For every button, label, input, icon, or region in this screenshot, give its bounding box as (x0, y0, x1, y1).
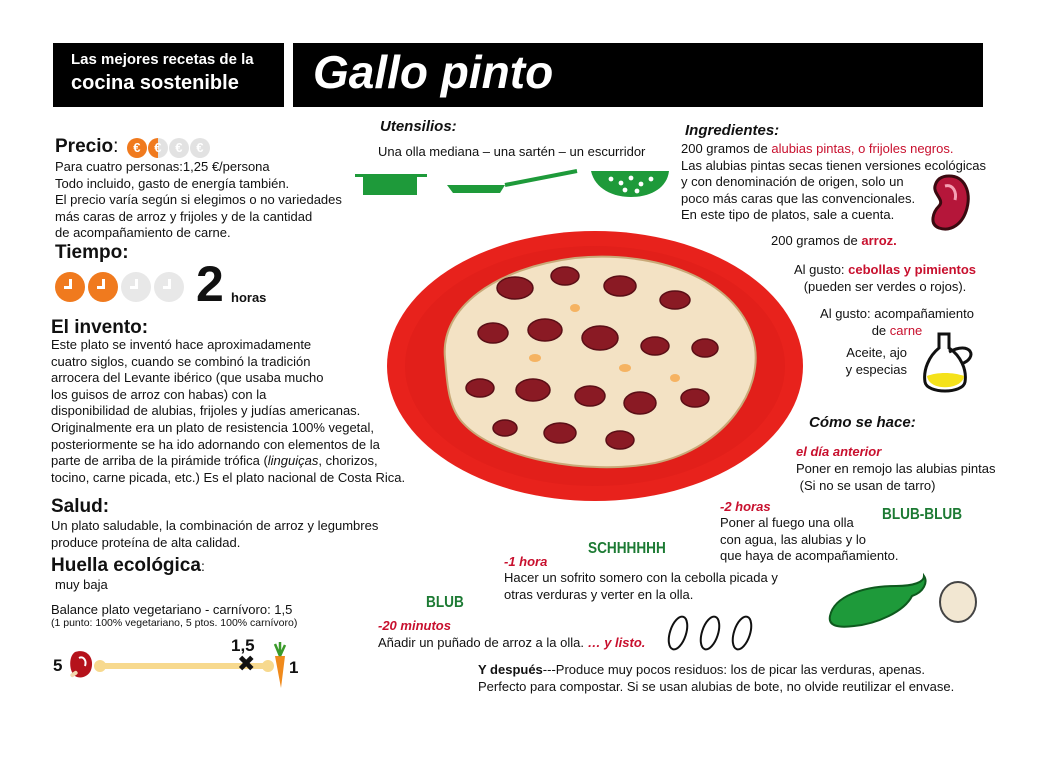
meat-icon (67, 648, 97, 682)
huella-balance-note: (1 punto: 100% vegetariano, 5 ptos. 100% carnívoro) (51, 617, 298, 629)
step-line: otras verduras y verter en la olla. (504, 586, 694, 602)
ingredient-text: Al gusto: (793, 262, 849, 277)
invento-line: disponibilidad de alubias, frijoles y judías americanas. (51, 403, 361, 419)
euro-coin-empty-icon: € (169, 138, 189, 158)
huella-heading: Huella ecológica (51, 555, 201, 576)
step2-label: -2 horas (720, 499, 771, 514)
scale-min-label: 1 (289, 658, 299, 677)
step-line: (Si no se usan de tarro) (796, 477, 936, 493)
como-heading: Cómo se hace: (809, 414, 916, 431)
tiempo-unit: horas (231, 290, 267, 305)
huella-colon: : (200, 558, 205, 574)
ingredient-text: de (871, 322, 890, 338)
precio-heading-row (55, 136, 211, 158)
salud-line: Un plato saludable, la combinación de arroz y legumbres (51, 518, 379, 533)
step-line: Poner al fuego una olla (720, 515, 854, 530)
precio-line: El precio varía según si elegimos o no variedades (55, 192, 342, 208)
precio-line: Para cuatro personas:1,25 €/persona (55, 159, 270, 174)
utensils-illustration (355, 165, 675, 201)
despues-line (478, 662, 1018, 679)
scale-max-label: 5 (53, 656, 63, 675)
onion-icon (940, 582, 976, 622)
step1-text (796, 461, 1026, 494)
ingredient-line (681, 141, 986, 158)
header-subtitle-block (53, 43, 284, 107)
ingredient-line: (pueden ser verdes o rojos). (803, 278, 967, 294)
salud-line: produce proteína de alta calidad. (51, 534, 241, 550)
invento-line (51, 453, 431, 470)
colander-icon (591, 171, 669, 197)
clock-icon (88, 272, 118, 302)
scale-value-label: 1,5 (231, 636, 255, 655)
invento-line: tocino, carne picada, etc.) Es el plato nacional de Costa Rica. (51, 469, 406, 485)
precio-colon: : (113, 136, 119, 157)
ingredient-highlight: alubias pintas, o frijoles negros. (771, 141, 954, 156)
clock-icon (55, 272, 85, 302)
header-subtitle-line2: cocina sostenible (71, 72, 239, 94)
huella-balance: Balance plato vegetariano - carnívoro: 1,5 (51, 602, 293, 617)
step-line: que haya de acompañamiento. (720, 548, 899, 564)
oil-bottle-icon (917, 330, 981, 400)
step3-text (504, 570, 804, 603)
euro-coin-half-icon: € (148, 138, 168, 158)
ingredient-line: Las alubias pintas secas tienen versiones ecológicas (681, 157, 986, 173)
invento-text-part: parte de arriba de la pirámide trófica ( (51, 453, 268, 469)
clock-empty-icon (121, 272, 151, 302)
invento-line: posteriormente se ha ido adornando con elementos de la (51, 436, 380, 452)
invento-italic-term: linguiças (267, 453, 319, 469)
page-title: Gallo pinto (313, 46, 554, 98)
despues-text-part: ---Produce muy pocos residuos: los de picar las verduras, apenas. (542, 662, 926, 677)
ingredient-line: y especias (845, 361, 907, 377)
ingredientes-item2 (771, 233, 897, 250)
despues-line: Perfecto para compostar. Si se usan alubias de bote, no olvide reutilizar el envase. (478, 678, 955, 694)
ingredient-line: En este tipo de platos, sale a cuenta. (681, 207, 895, 223)
header-subtitle-line1: Las mejores recetas de la (71, 51, 254, 68)
precio-line: de acompañamiento de carne. (55, 225, 231, 241)
ingredient-text: 200 gramos de (681, 141, 772, 156)
pot-icon (355, 174, 427, 195)
ingredient-line (785, 262, 985, 279)
ingredient-line: y con denominación de origen, solo un (681, 174, 904, 190)
invento-line: los guisos de arroz con habas) con la (51, 386, 267, 402)
tiempo-value: 2 (196, 256, 224, 312)
invento-text (51, 337, 431, 486)
ingredient-highlight: arroz. (861, 233, 897, 248)
clock-empty-icon (154, 272, 184, 302)
step4-sound: BLUB (426, 594, 464, 611)
ingredient-line: Aceite, ajo (846, 345, 907, 360)
scale-end-dot (94, 660, 106, 672)
precio-heading: Precio (55, 136, 114, 157)
ingredientes-item3 (785, 262, 985, 295)
pan-icon (447, 171, 577, 193)
carrot-icon (269, 642, 291, 692)
ingredient-highlight: carne (889, 322, 923, 338)
despues-label: Y después (478, 662, 543, 677)
rice-icon (445, 257, 756, 468)
ingredient-highlight: cebollas y pimientos (848, 262, 977, 277)
vegetables-illustration (824, 572, 984, 632)
ingredient-line: Al gusto: acompañamiento (820, 306, 974, 321)
ingredientes-item5 (820, 345, 907, 378)
gallo-pinto-plate-illustration (385, 228, 805, 506)
ingredient-text: 200 gramos de (771, 233, 862, 248)
huella-value: muy baja (55, 577, 108, 592)
salud-text (51, 518, 411, 551)
invento-line: Este plato se inventó hace aproximadamente (51, 337, 312, 352)
tiempo-clocks (55, 272, 187, 307)
step4-text (378, 635, 645, 652)
euro-coin-empty-icon: € (190, 138, 210, 158)
invento-line: arrocera del Levante ibérico (que usaba mucho (51, 370, 324, 386)
precio-text (55, 159, 385, 242)
utensilios-text: Una olla mediana – una sartén – un escurridor (378, 144, 646, 159)
huella-scale (51, 636, 311, 694)
invento-heading: El invento: (51, 317, 149, 338)
step4-label: -20 minutos (378, 618, 451, 633)
step3-label: -1 hora (504, 554, 548, 569)
step-line: Poner en remojo las alubias pintas (796, 461, 996, 476)
invento-line: Originalmente era un plato de resistencia 100% vegetal, (51, 419, 375, 435)
green-pepper-icon (830, 576, 926, 627)
ingredient-line: poco más caras que las convencionales. (681, 190, 916, 206)
scale-marker-x-icon: ✖ (237, 651, 256, 676)
rice-grains-icon (662, 612, 760, 654)
precio-line: Todo incluido, gasto de energía también. (55, 175, 290, 191)
step1-label: el día anterior (796, 444, 882, 459)
invento-line: cuatro siglos, cuando se combinó la tradición (51, 353, 311, 369)
salud-heading: Salud: (51, 496, 110, 517)
bean-icon (925, 172, 973, 234)
step-line: Añadir un puñado de arroz a la olla. (378, 635, 588, 650)
invento-text-part: , chorizos, (318, 453, 378, 469)
ingredientes-heading: Ingredientes: (685, 122, 780, 139)
utensilios-heading: Utensilios: (380, 118, 457, 135)
euro-coin-icon: € (127, 138, 147, 158)
precio-line: más caras de arroz y frijoles y de la cantidad (55, 208, 313, 224)
step-highlight: … y listo. (587, 635, 646, 650)
header-title-block (293, 43, 983, 107)
step-line: Hacer un sofrito somero con la cebolla picada y (504, 570, 778, 585)
step2-sound: BLUB-BLUB (882, 506, 963, 523)
despues-text (478, 662, 1018, 695)
step-line: con agua, las alubias y lo (720, 531, 866, 547)
huella-heading-row (51, 555, 205, 577)
tiempo-heading: Tiempo: (55, 242, 129, 263)
step3-sound: SCHHHHHH (588, 540, 666, 557)
